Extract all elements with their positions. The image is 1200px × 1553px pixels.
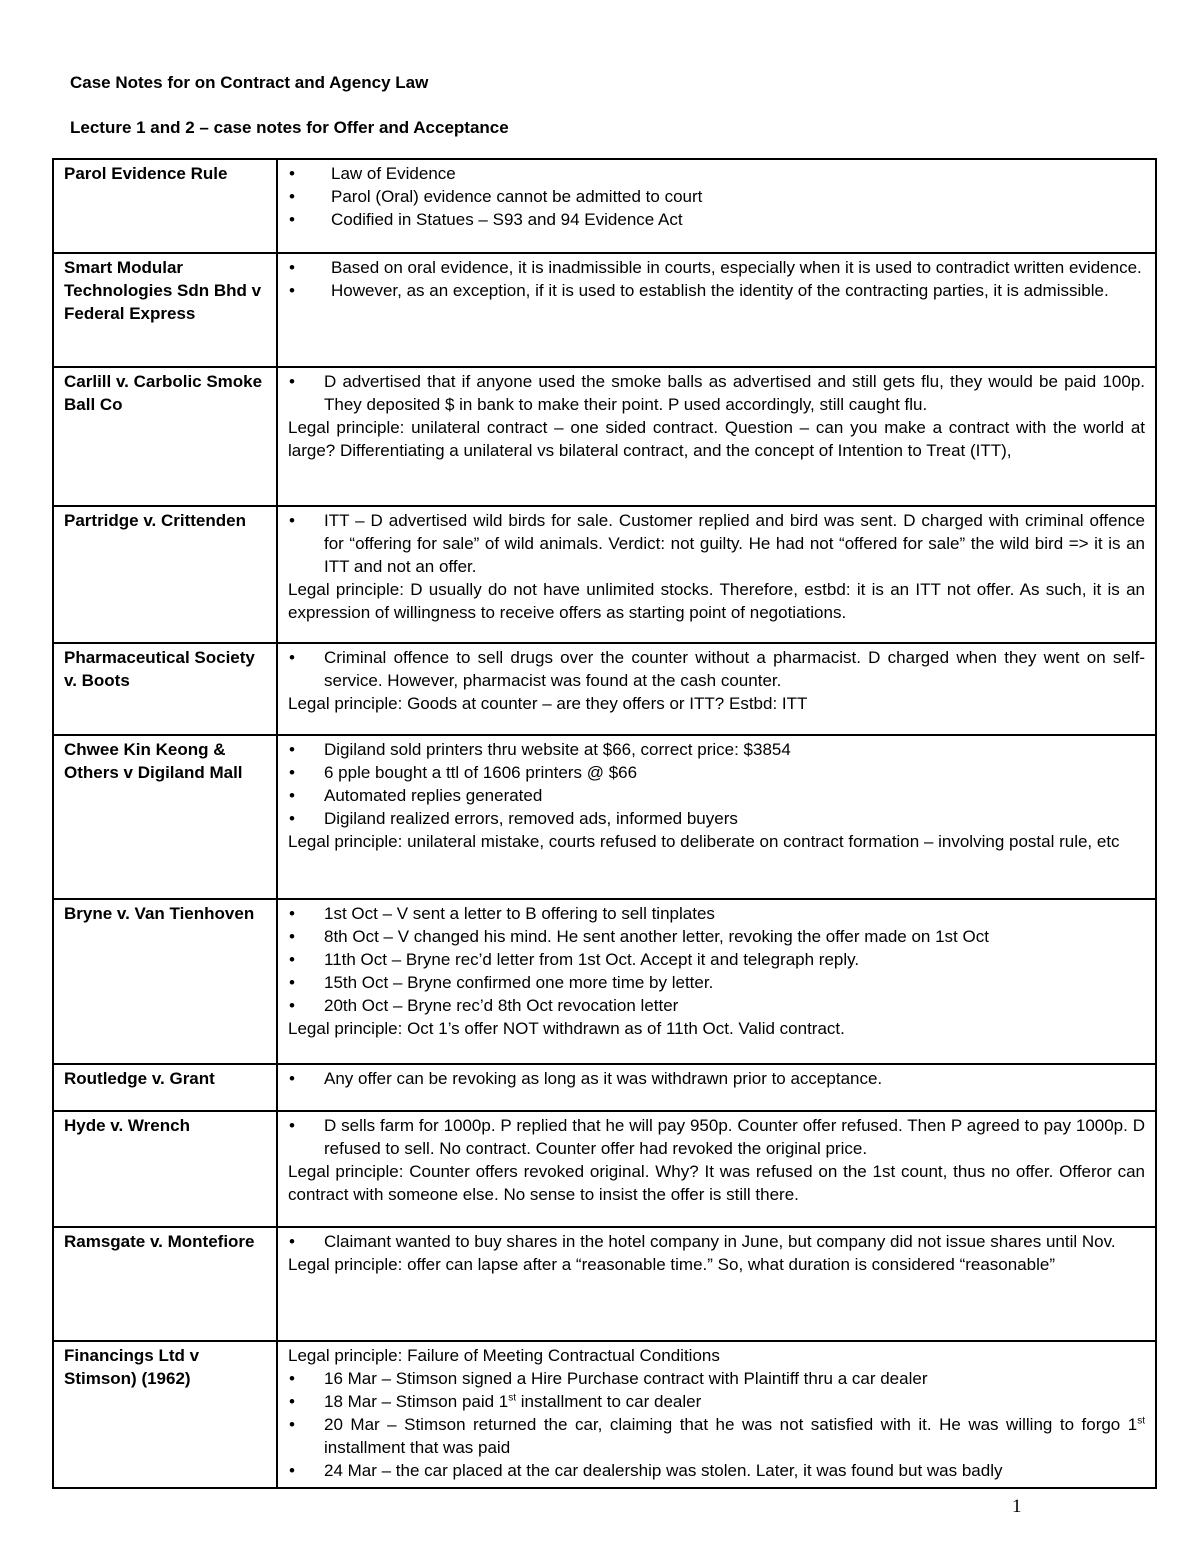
case-bullet: • D sells farm for 1000p. P replied that he will pay 950p. Counter offer refused. Then P agreed to pay 1000p. D refused to sell. No contract. Counter offer had revoked the original price. [288, 1114, 1145, 1160]
case-notes [277, 506, 1156, 643]
case-bullet: • 15th Oct – Bryne confirmed one more time by letter. [288, 971, 1145, 994]
bullet-text: 18 Mar – Stimson paid 1 [324, 1392, 509, 1411]
case-notes [277, 1227, 1156, 1341]
case-row [53, 506, 1156, 643]
case-bullet [288, 1390, 1145, 1413]
case-notes [277, 1341, 1156, 1488]
case-bullet: • Digiland sold printers thru website at $66, correct price: $3854 [288, 738, 1145, 761]
bullet-text: installment to car dealer [516, 1392, 702, 1411]
case-bullet-list [288, 738, 1145, 830]
legal-principle: Legal principle: unilateral contract – one sided contract. Question – can you make a contract with the world at large? Differentiating a unilateral vs bilateral contract, and the concept of Intention to Treat (ITT), [288, 418, 1145, 460]
case-name: Financings Ltd v Stimson) (1962) [53, 1341, 277, 1488]
case-bullet: • 20th Oct – Bryne rec’d 8th Oct revocation letter [288, 994, 1145, 1017]
case-bullet: • Based on oral evidence, it is inadmissible in courts, especially when it is used to contradict written evidence. [288, 256, 1145, 279]
case-bullet: • Codified in Statues – S93 and 94 Evidence Act [288, 208, 1145, 231]
case-row [53, 643, 1156, 735]
bullet-text: 20 Mar – Stimson returned the car, claiming that he was not satisfied with it. He was willing to forgo 1 [324, 1415, 1138, 1434]
case-name: Ramsgate v. Montefiore [53, 1227, 277, 1341]
case-bullet: • Parol (Oral) evidence cannot be admitted to court [288, 185, 1145, 208]
case-name: Smart Modular Technologies Sdn Bhd v Federal Express [53, 253, 277, 367]
case-notes [277, 1111, 1156, 1227]
case-bullet: • 16 Mar – Stimson signed a Hire Purchase contract with Plaintiff thru a car dealer [288, 1367, 1145, 1390]
case-notes [277, 1064, 1156, 1111]
case-row [53, 735, 1156, 899]
case-row [53, 899, 1156, 1064]
case-bullet-list [288, 646, 1145, 692]
legal-principle: Legal principle: Goods at counter – are they offers or ITT? Estbd: ITT [288, 694, 808, 713]
legal-principle: Legal principle: unilateral mistake, courts refused to deliberate on contract formation – involving postal rule, etc [288, 832, 1120, 851]
case-bullet: • Claimant wanted to buy shares in the hotel company in June, but company did not issue shares until Nov. [288, 1230, 1145, 1253]
case-bullet: • 6 pple bought a ttl of 1606 printers @ $66 [288, 761, 1145, 784]
case-bullet-list [288, 509, 1145, 578]
case-notes [277, 367, 1156, 506]
case-notes [277, 253, 1156, 367]
case-name: Bryne v. Van Tienhoven [53, 899, 277, 1064]
legal-principle: Legal principle: D usually do not have unlimited stocks. Therefore, estbd: it is an ITT not offer. As such, it is an expression of willingness to receive offers as starting point of negotiations. [288, 580, 1145, 622]
case-bullet-list [288, 370, 1145, 416]
case-bullet [288, 1413, 1145, 1459]
case-bullet: • However, as an exception, if it is used to establish the identity of the contracting parties, it is admissible. [288, 279, 1145, 302]
ordinal-suffix: st [508, 1392, 517, 1404]
case-bullet: • Law of Evidence [288, 162, 1145, 185]
case-name: Partridge v. Crittenden [53, 506, 277, 643]
case-bullet: • D advertised that if anyone used the smoke balls as advertised and still gets flu, they would be paid 100p. They deposited $ in bank to make their point. P used accordingly, still caught flu. [288, 370, 1145, 416]
case-notes [277, 899, 1156, 1064]
case-row [53, 1341, 1156, 1488]
case-bullet-list [288, 256, 1145, 302]
case-name: Parol Evidence Rule [53, 159, 277, 253]
case-bullet: • Any offer can be revoking as long as it was withdrawn prior to acceptance. [288, 1067, 1145, 1090]
case-bullet: • Automated replies generated [288, 784, 1145, 807]
case-bullet-list [288, 1230, 1145, 1253]
case-row [53, 1064, 1156, 1111]
bullet-text: installment that was paid [324, 1438, 511, 1457]
ordinal-suffix: st [1137, 1415, 1145, 1427]
page-title: Case Notes for on Contract and Agency Law [70, 73, 429, 92]
legal-principle: Legal principle: Counter offers revoked original. Why? It was refused on the 1st count, thus no offer. Offeror can contract with someone else. No sense to insist the offer is still there. [288, 1162, 1145, 1204]
case-notes [277, 643, 1156, 735]
case-bullet-list [288, 902, 1145, 1017]
case-bullet: • Digiland realized errors, removed ads, informed buyers [288, 807, 1145, 830]
case-name: Carlill v. Carbolic Smoke Ball Co [53, 367, 277, 506]
case-bullet: • Criminal offence to sell drugs over the counter without a pharmacist. D charged when they went on self-service. However, pharmacist was found at the cash counter. [288, 646, 1145, 692]
legal-principle: Legal principle: offer can lapse after a “reasonable time.” So, what duration is considered “reasonable” [288, 1255, 1056, 1274]
case-name: Routledge v. Grant [53, 1064, 277, 1111]
case-row [53, 1111, 1156, 1227]
case-bullet-list [288, 1067, 1145, 1090]
case-name: Chwee Kin Keong & Others v Digiland Mall [53, 735, 277, 899]
legal-principle: Legal principle: Oct 1’s offer NOT withdrawn as of 11th Oct. Valid contract. [288, 1019, 845, 1038]
case-name: Hyde v. Wrench [53, 1111, 277, 1227]
case-notes [277, 159, 1156, 253]
case-notes [277, 735, 1156, 899]
case-row [53, 1227, 1156, 1341]
case-bullet-list [288, 162, 1145, 231]
case-bullet: • 11th Oct – Bryne rec’d letter from 1st Oct. Accept it and telegraph reply. [288, 948, 1145, 971]
case-bullet: • 1st Oct – V sent a letter to B offering to sell tinplates [288, 902, 1145, 925]
case-name: Pharmaceutical Society v. Boots [53, 643, 277, 735]
case-notes-table [52, 158, 1157, 1489]
case-row [53, 253, 1156, 367]
case-bullet-list [288, 1367, 1145, 1482]
case-bullet-list [288, 1114, 1145, 1160]
page-subtitle: Lecture 1 and 2 – case notes for Offer and Acceptance [70, 118, 509, 137]
page-number: 1 [1012, 1496, 1022, 1517]
case-bullet: • 24 Mar – the car placed at the car dealership was stolen. Later, it was found but was badly [288, 1459, 1145, 1482]
case-row [53, 367, 1156, 506]
case-bullet: • 8th Oct – V changed his mind. He sent another letter, revoking the offer made on 1st Oct [288, 925, 1145, 948]
case-bullet: • ITT – D advertised wild birds for sale. Customer replied and bird was sent. D charged with criminal offence for “offering for sale” of wild animals. Verdict: not guilty. He had not “offered for sale” the wild bird => it is an ITT and not an offer. [288, 509, 1145, 578]
legal-principle: Legal principle: Failure of Meeting Contractual Conditions [288, 1346, 720, 1365]
case-row [53, 159, 1156, 253]
